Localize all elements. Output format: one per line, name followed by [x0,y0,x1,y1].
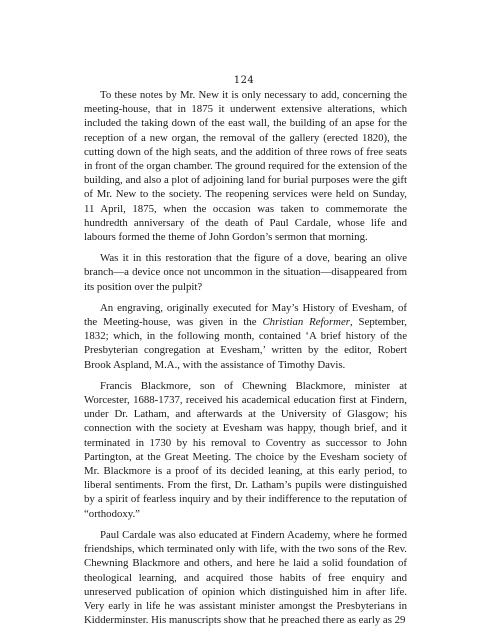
paragraph-francis-blackmore [84,379,407,521]
paragraph-text: Francis Blackmore, son of Chewning Blackmore, minister at Worcester, 1688-1737, received his academical education first at Findern, under Dr. Latham, and afterwards at the University of Glasgow; his connection with the society at Evesham was happy, though brief, and it terminated in 1730 by his removal to Coventry as successor to John Partington, at the Great Meeting. The choice by the Evesham society of Mr. Blackmore is a proof of its decided leaning, at this early period, to liberal sentiments. From the first, Dr. Latham’s pupils were distinguished by a spirit of fearless inquiry and by their indifference to the reputation of “orthodoxy.” [84,379,407,520]
paragraph-text: , September, 1832; which, in the following month, contained ‘A brief history of the Presbyterian congregation at Evesham,’ written by the editor, Robert Brook Aspland, M.A., with the assistance of Timothy Davis. [84,316,407,371]
paragraph-text: Paul Cardale was also educated at Findern Academy, where he formed friendships, which terminated only with life, with the two sons of the Rev. Chewning Blackmore and others, and here he laid a solid foundation of theological learning, and acquired those habits of free enquiry and unreserved publication of opinion which distinguished him in after life. Very early in life he was assistant minister amongst the Presbyterians in Kidderminster. His manuscripts show that he preached there as early as 29 [84,528,407,627]
paragraph-dove-device [84,251,407,294]
paragraph-text: An engraving, originally executed for May’s History of Evesham, of the Meeting-house, was given in the [84,301,407,329]
paragraph-text: Was it in this restoration that the figure of a dove, bearing an olive branch—a device once not uncommon in the situation—disappeared from its position over the pulpit? [84,252,407,293]
paragraph-paul-cardale [84,528,407,627]
publication-title: Christian Reformer [262,316,350,329]
paragraph-text: To these notes by Mr. New it is only necessary to add, concerning the meeting-house, that in 1875 it underwent extensive alterations, which included the taking down of the east wall, the building of an apse for the reception of a new organ, the removal of the gallery (erected 1820), the cutting down of the high seats, and the addition of three rows of free seats in front of the organ chamber. The ground required for the extension of the building, and also a plot of adjoining land for burial purposes were the gift of Mr. New to the society. The reopening services were held on Sunday, 11 April, 1875, when the occasion was taken to commemorate the hundredth anniversary of the death of Paul Cardale, whose life and labours formed the theme of John Gordon’s sermon that morning. [84,89,407,244]
body-text [84,88,407,627]
page-number: 124 [233,75,255,86]
paragraph-engraving [84,301,407,372]
paragraph-meeting-house-alterations [84,88,407,244]
